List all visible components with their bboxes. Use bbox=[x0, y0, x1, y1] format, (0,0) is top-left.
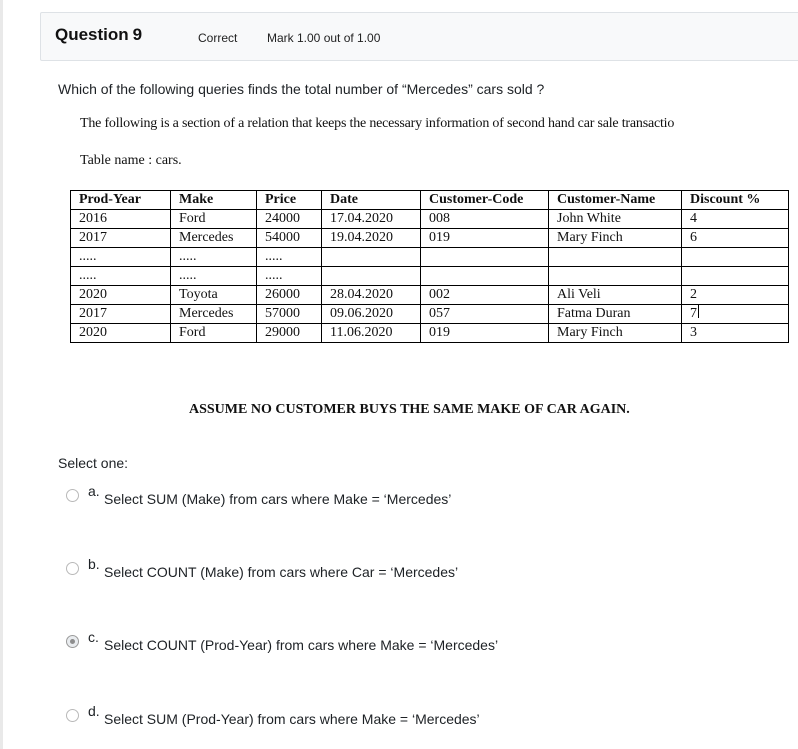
table-row bbox=[71, 267, 789, 286]
table-row bbox=[71, 210, 789, 229]
table-cell-text: 2 bbox=[690, 287, 697, 302]
option-b-letter: b. bbox=[88, 556, 100, 572]
option-a-text[interactable]: Select SUM (Make) from cars where Make = ‘Mercedes’ bbox=[104, 491, 452, 507]
table-cell bbox=[322, 210, 421, 229]
table-cell-text: Ford bbox=[179, 211, 206, 226]
table-cell-text: John White bbox=[557, 211, 621, 226]
question-text: Which of the following queries finds the total number of “Mercedes” cars sold ? bbox=[58, 81, 545, 97]
table-cell-text: ..... bbox=[79, 268, 97, 283]
option-c-text[interactable]: Select COUNT (Prod-Year) from cars where Make = ‘Mercedes’ bbox=[104, 637, 499, 653]
table-cell bbox=[682, 286, 789, 305]
table-cell-text: 19.04.2020 bbox=[330, 230, 393, 245]
table-cell-text: 019 bbox=[429, 325, 450, 340]
relation-intro-text: The following is a section of a relation that keeps the necessary information of second hand car sale transactio bbox=[80, 116, 675, 131]
table-cell bbox=[71, 324, 171, 343]
table-cell-text: 28.04.2020 bbox=[330, 287, 393, 302]
question-info-box bbox=[40, 12, 798, 61]
table-cell-text: 7 bbox=[690, 306, 697, 321]
table-cell bbox=[171, 286, 257, 305]
table-cell-text: Mercedes bbox=[179, 306, 234, 321]
cars-relation-table bbox=[70, 190, 789, 343]
table-cell-text: 3 bbox=[690, 325, 697, 340]
assumption-note: ASSUME NO CUSTOMER BUYS THE SAME MAKE OF CAR AGAIN. bbox=[189, 402, 630, 417]
radio-option-c[interactable] bbox=[66, 635, 79, 648]
table-cell bbox=[71, 305, 171, 324]
table-cell bbox=[549, 210, 682, 229]
select-one-prompt: Select one: bbox=[58, 455, 129, 471]
table-cell-text: ..... bbox=[179, 249, 197, 264]
table-cell-text: Mary Finch bbox=[557, 325, 623, 340]
table-cell bbox=[421, 229, 549, 248]
table-header-cell: Price bbox=[257, 191, 322, 210]
table-cell bbox=[171, 305, 257, 324]
table-cell bbox=[322, 229, 421, 248]
table-cell-text: ..... bbox=[179, 268, 197, 283]
table-cell bbox=[171, 210, 257, 229]
table-header-row bbox=[71, 191, 789, 210]
table-cell bbox=[257, 305, 322, 324]
question-title bbox=[55, 25, 142, 45]
table-cell bbox=[682, 248, 789, 267]
table-cell bbox=[322, 286, 421, 305]
table-cell bbox=[549, 286, 682, 305]
table-cell bbox=[71, 267, 171, 286]
table-cell-text: 24000 bbox=[265, 211, 300, 226]
table-cell bbox=[549, 267, 682, 286]
table-cell-text: Mary Finch bbox=[557, 230, 623, 245]
table-cell-text: Ford bbox=[179, 325, 206, 340]
table-row bbox=[71, 229, 789, 248]
table-cell bbox=[171, 248, 257, 267]
table-cell-text: 4 bbox=[690, 211, 697, 226]
table-cell-text: Fatma Duran bbox=[557, 306, 631, 321]
table-cell-text: 057 bbox=[429, 306, 450, 321]
table-row bbox=[71, 324, 789, 343]
table-cell bbox=[257, 229, 322, 248]
table-header-cell: Discount % bbox=[682, 191, 789, 210]
question-state: Correct bbox=[198, 31, 238, 45]
question-grade: Mark 1.00 out of 1.00 bbox=[267, 31, 381, 45]
table-cell bbox=[257, 210, 322, 229]
table-cell-text: ..... bbox=[265, 249, 283, 264]
table-cell bbox=[71, 210, 171, 229]
table-cell bbox=[549, 324, 682, 343]
table-header-cell: Prod-Year bbox=[71, 191, 171, 210]
table-cell bbox=[322, 267, 421, 286]
table-cell bbox=[257, 324, 322, 343]
table-cell-text: ..... bbox=[265, 268, 283, 283]
table-cell-text: 2020 bbox=[79, 325, 107, 340]
table-cell-text: 09.06.2020 bbox=[330, 306, 393, 321]
table-cell bbox=[257, 286, 322, 305]
table-cell bbox=[322, 248, 421, 267]
option-d-letter: d. bbox=[88, 703, 100, 719]
table-cell bbox=[549, 248, 682, 267]
table-row bbox=[71, 248, 789, 267]
table-header-cell: Make bbox=[171, 191, 257, 210]
table-cell bbox=[71, 248, 171, 267]
table-cell bbox=[71, 229, 171, 248]
table-cell bbox=[682, 229, 789, 248]
table-cell-text: Ali Veli bbox=[557, 287, 601, 302]
table-cell-text: 002 bbox=[429, 287, 450, 302]
radio-option-d[interactable] bbox=[66, 709, 79, 722]
table-cell bbox=[549, 305, 682, 324]
table-row bbox=[71, 286, 789, 305]
option-b-text[interactable]: Select COUNT (Make) from cars where Car = ‘Mercedes’ bbox=[104, 564, 459, 580]
table-cell-text: Toyota bbox=[179, 287, 218, 302]
table-cell bbox=[421, 248, 549, 267]
table-cell bbox=[682, 210, 789, 229]
table-cell bbox=[421, 305, 549, 324]
table-cell bbox=[257, 248, 322, 267]
table-header-cell: Date bbox=[322, 191, 421, 210]
table-cell bbox=[421, 210, 549, 229]
table-cell bbox=[682, 305, 789, 324]
table-row bbox=[71, 305, 789, 324]
table-cell bbox=[71, 286, 171, 305]
table-cell bbox=[421, 267, 549, 286]
table-cell-text: 008 bbox=[429, 211, 450, 226]
table-cell-text: 019 bbox=[429, 230, 450, 245]
table-cell-text: 2017 bbox=[79, 306, 107, 321]
table-cell-text: ..... bbox=[79, 249, 97, 264]
question-number: 9 bbox=[132, 25, 143, 44]
text-cursor bbox=[698, 305, 699, 318]
table-cell bbox=[322, 324, 421, 343]
option-c-letter: c. bbox=[88, 629, 99, 645]
table-cell-text: Mercedes bbox=[179, 230, 234, 245]
table-cell-text: 29000 bbox=[265, 325, 300, 340]
table-cell-text: 2016 bbox=[79, 211, 107, 226]
table-cell-text: 2017 bbox=[79, 230, 107, 245]
radio-option-b[interactable] bbox=[66, 562, 79, 575]
option-a-letter: a. bbox=[88, 483, 100, 499]
table-cell-text: 6 bbox=[690, 230, 697, 245]
table-name-text: Table name : cars. bbox=[80, 153, 182, 168]
table-header-cell: Customer-Code bbox=[421, 191, 549, 210]
table-cell-text: 26000 bbox=[265, 287, 300, 302]
table-cell bbox=[322, 305, 421, 324]
page-left-border bbox=[0, 0, 3, 749]
table-cell-text: 57000 bbox=[265, 306, 300, 321]
table-cell-text: 2020 bbox=[79, 287, 107, 302]
table-cell bbox=[171, 229, 257, 248]
radio-option-a[interactable] bbox=[66, 489, 79, 502]
table-cell-text: 11.06.2020 bbox=[330, 325, 393, 340]
table-cell bbox=[257, 267, 322, 286]
table-cell bbox=[682, 324, 789, 343]
table-cell bbox=[549, 229, 682, 248]
table-cell bbox=[682, 267, 789, 286]
table-cell bbox=[171, 267, 257, 286]
table-cell bbox=[171, 324, 257, 343]
table-cell-text: 17.04.2020 bbox=[330, 211, 393, 226]
option-d-text[interactable]: Select SUM (Prod-Year) from cars where Make = ‘Mercedes’ bbox=[104, 711, 480, 727]
question-label: Question bbox=[55, 25, 129, 44]
table-header-cell: Customer-Name bbox=[549, 191, 682, 210]
table-cell bbox=[421, 324, 549, 343]
table-cell bbox=[421, 286, 549, 305]
table-cell-text: 54000 bbox=[265, 230, 300, 245]
